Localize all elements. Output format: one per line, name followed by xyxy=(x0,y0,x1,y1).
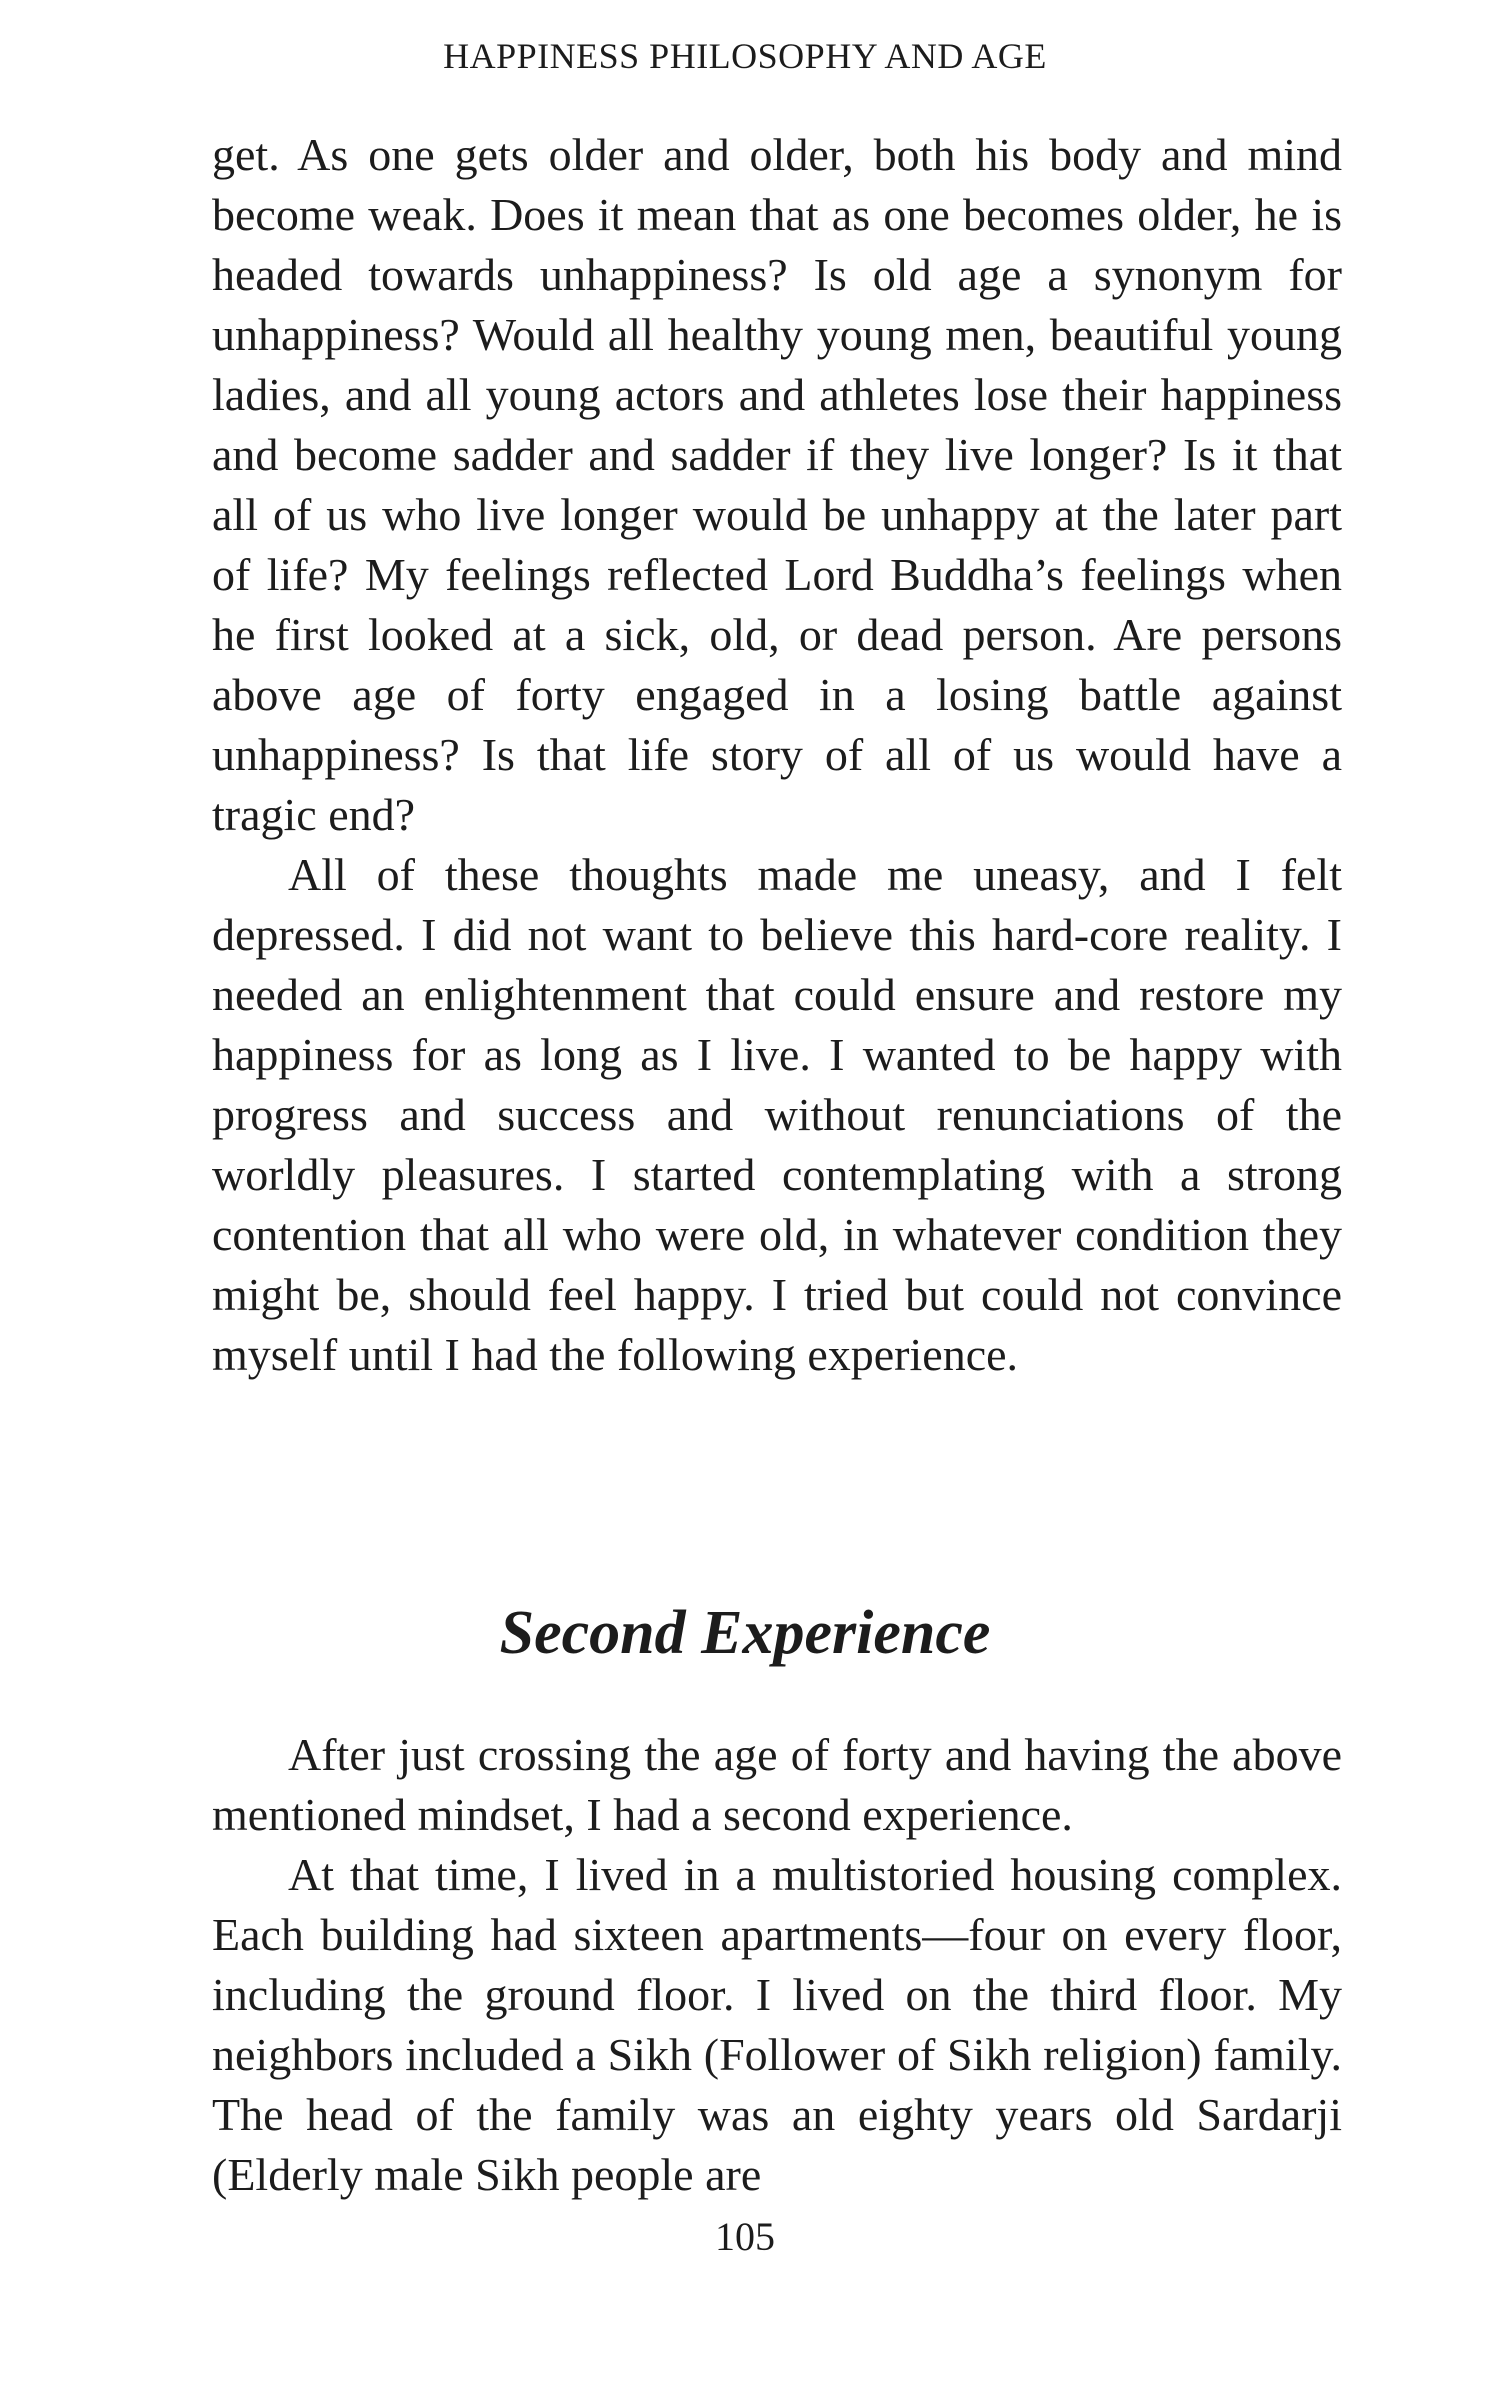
running-header: HAPPINESS PHILOSOPHY AND AGE xyxy=(443,36,1047,76)
body-text-before-heading xyxy=(212,125,1342,1385)
section-heading: Second Experience xyxy=(499,1599,991,1667)
paragraph-intro: After just crossing the age of forty and having the above mentioned mindset, I had a second experience. xyxy=(212,1729,1342,1840)
paragraph-continued: get. As one gets older and older, both his body and mind become weak. Does it mean that as one becomes older, he is headed towards unhappiness? Is old age a synonym for unhappiness? Would all healthy young men, beautiful young ladies, and all young actors and athletes lose their happiness and become sadder and sadder if they live longer? Is it that all of us who live longer would be unhappy at the later part of life? My feelings reflected Lord Buddha’s feelings when he first looked at a sick, old, or dead person. Are persons above age of forty engaged in a losing battle against unhappiness? Is that life story of all of us would have a tragic end? xyxy=(212,129,1342,840)
paragraph-housing-complex: At that time, I lived in a multistoried housing complex. Each building had sixteen apartments—four on every floor, including the ground floor. I lived on the third floor. My neighbors included a Sikh (Follower of Sikh religion) family. The head of the family was an eighty years old Sardarji (Elderly male Sikh people are xyxy=(212,1849,1342,2200)
page-number: 105 xyxy=(715,2214,775,2259)
body-text-after-heading xyxy=(212,1725,1342,2205)
paragraph-thoughts: All of these thoughts made me uneasy, and I felt depressed. I did not want to believe this hard-core reality. I needed an enlightenment that could ensure and restore my happiness for as long as I live. I wanted to be happy with progress and success and without renunciations of the worldly pleasures. I started contemplating with a strong contention that all who were old, in whatever condition they might be, should feel happy. I tried but could not convince myself until I had the following experience. xyxy=(212,849,1342,1380)
